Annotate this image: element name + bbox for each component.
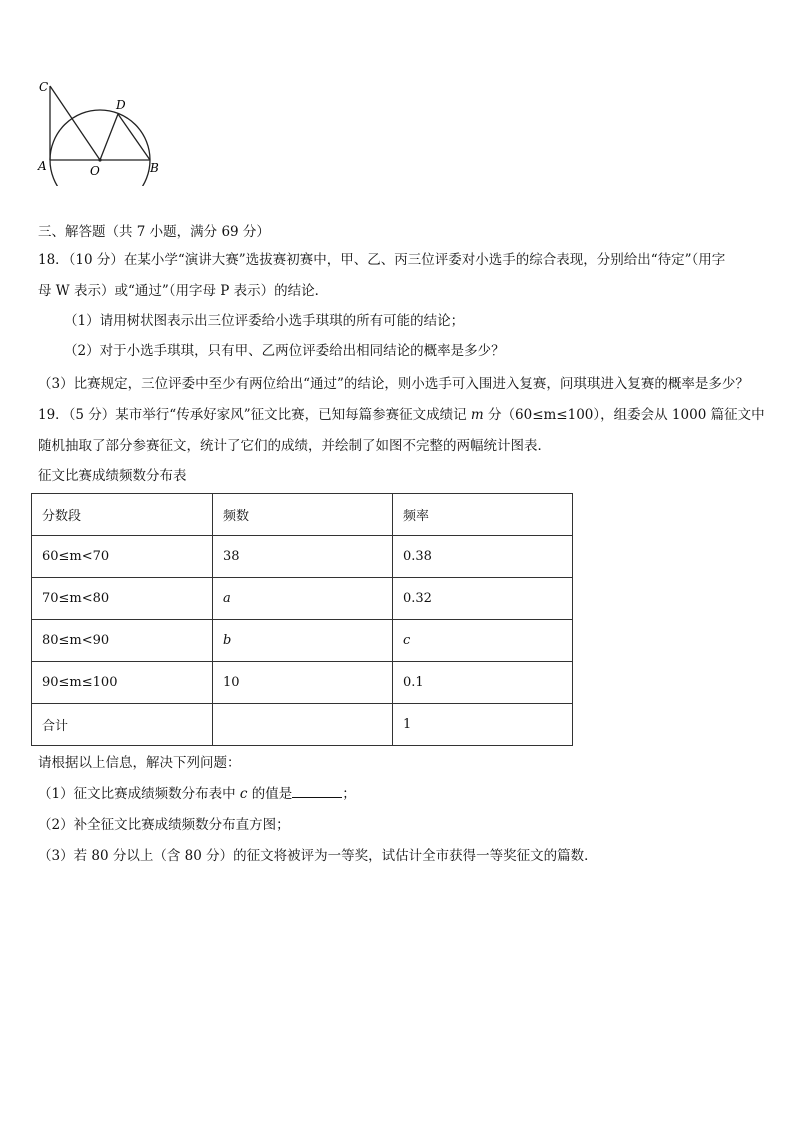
table-cell: 1 — [393, 704, 573, 746]
q19-var-m: m — [470, 407, 484, 423]
table-cell: 60≤m<70 — [32, 536, 213, 578]
q18-sub2: （2）对于小选手琪琪，只有甲、乙两位评委给出相同结论的概率是多少？ — [64, 343, 505, 359]
q19-sub1-b: 的值是 — [247, 786, 293, 802]
q19-line2: 随机抽取了部分参赛征文，统计了它们的成绩，并绘制了如图不完整的两幅统计图表． — [38, 438, 551, 454]
q19-prompt: 请根据以上信息，解决下列问题： — [38, 755, 241, 771]
q19-sub1-a: （1）征文比赛成绩频数分布表中 — [38, 786, 240, 802]
table-cell: b — [213, 620, 393, 662]
table-row — [32, 620, 573, 662]
table-cell: 70≤m<80 — [32, 578, 213, 620]
q18-sub3: （3）比赛规定，三位评委中至少有两位给出“通过”的结论，则小选手可入围进入复赛，问琪琪进入复赛的概率是多少？ — [38, 376, 749, 392]
table-cell: 90≤m≤100 — [32, 662, 213, 704]
table-row — [32, 536, 573, 578]
table-cell: 合计 — [32, 704, 213, 746]
q19-line1-b: 分（60≤m≤100），组委会从 1000 篇征文中 — [483, 407, 765, 423]
table-cell: 0.32 — [393, 578, 573, 620]
table-header-row — [32, 494, 573, 536]
table-row — [32, 662, 573, 704]
table-row — [32, 578, 573, 620]
table-title: 征文比赛成绩频数分布表 — [38, 468, 187, 484]
header-cell: 频率 — [393, 494, 573, 536]
q18-line1: 18．（10 分）在某小学“演讲大赛”选拔赛初赛中，甲、乙、丙三位评委对小选手的综合表现，分别给出“待定”（用字 — [38, 252, 726, 268]
frequency-table — [31, 493, 573, 746]
section-heading: 三、解答题（共 7 小题，满分 69 分） — [38, 224, 270, 240]
point-o — [98, 158, 101, 161]
segment-co — [50, 86, 100, 160]
q19-sub1-end: ； — [342, 786, 356, 802]
q19-line1-a: 19．（5 分）某市举行“传承好家风”征文比赛，已知每篇参赛征文成绩记 — [38, 407, 471, 423]
table-cell: c — [393, 620, 573, 662]
table-cell: a — [213, 578, 393, 620]
label-c: C — [39, 80, 49, 94]
label-b: B — [150, 161, 159, 175]
label-o: O — [90, 164, 100, 178]
table-cell: 38 — [213, 536, 393, 578]
table-total-row — [32, 704, 573, 746]
q19-sub1 — [38, 784, 356, 804]
table-cell: 0.1 — [393, 662, 573, 704]
label-d: D — [116, 98, 126, 112]
label-a: A — [38, 159, 47, 173]
segment-db — [118, 114, 150, 160]
q18-line2: 母 W 表示）或“通过”（用字母 P 表示）的结论． — [38, 283, 329, 299]
answer-blank — [292, 785, 342, 798]
table-cell: 10 — [213, 662, 393, 704]
circle-tangent-figure — [30, 76, 170, 186]
q19-var-c: c — [239, 786, 248, 802]
circle-o — [50, 110, 150, 186]
header-cell: 分数段 — [32, 494, 213, 536]
q19-sub2: （2）补全征文比赛成绩频数分布直方图； — [38, 817, 290, 833]
table-cell — [213, 704, 393, 746]
header-cell: 频数 — [213, 494, 393, 536]
q18-sub1: （1）请用树状图表示出三位评委给小选手琪琪的所有可能的结论； — [64, 313, 465, 329]
segment-od — [100, 114, 118, 160]
q19-sub3: （3）若 80 分以上（含 80 分）的征文将被评为一等奖，试估计全市获得一等奖征文的篇数． — [38, 848, 598, 864]
table-cell: 80≤m<90 — [32, 620, 213, 662]
q19-line1 — [38, 405, 765, 425]
table-cell: 0.38 — [393, 536, 573, 578]
